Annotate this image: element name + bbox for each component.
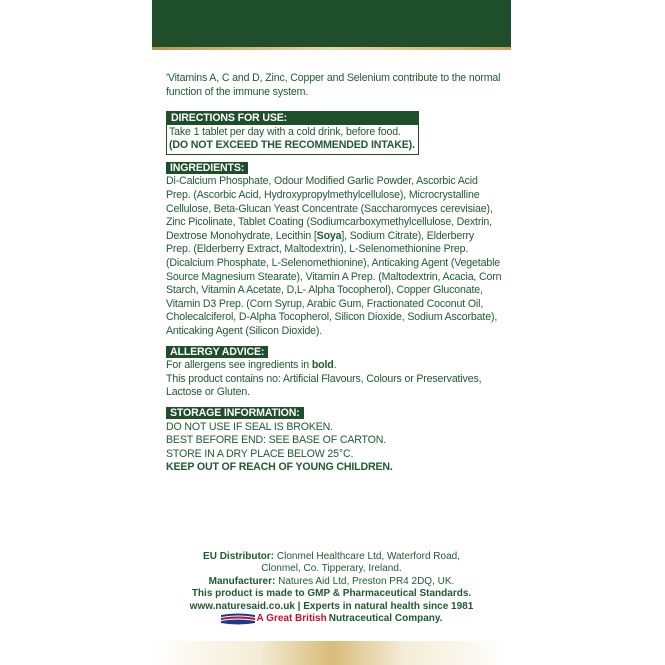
ingredients-line: Cellulose, Beta-Glucan Yeast Concentrate (Saccharomyces cerevisiae), [166,202,493,215]
tagline-green: Nutraceutical Company. [328,613,443,625]
ingredients-line: Cholecalciferol, D-Alpha Tocopherol, Silicon Dioxide, Sodium Ascorbate), [166,311,498,324]
ingredients-line: Source Magnesium Stearate), Vitamin A Prep. (Maltodextrin, Acacia, Corn [166,270,502,283]
allergy-section [166,346,504,400]
ingredients-line: Di-Calcium Phosphate, Odour Modified Garlic Powder, Ascorbic Acid [166,175,478,188]
storage-section [166,407,504,475]
ingredients-line: (Dicalcium Phosphate, L-Selenomethionine), Anticaking Agent (Vegetable [166,257,501,270]
website-line: www.naturesaid.co.uk | Experts in natural health since 1981 [189,600,474,612]
label-footer [152,551,511,625]
ingredients-section [166,162,504,339]
eu-distributor [152,551,511,563]
ingredients-text: Dextrose Monohydrate, Lecithin [ [166,229,317,242]
directions-warning: (DO NOT EXCEED THE RECOMMENDED INTAKE). [169,139,415,152]
intro-line: function of the immune system. [166,85,309,98]
gold-stripe [152,47,511,50]
storage-heading: STORAGE INFORMATION: [166,407,304,420]
directions-section [166,111,504,155]
ingredients-line: Anticaking Agent (Silicon Dioxide). [166,325,323,337]
manufacturer-label: Manufacturer: [208,575,276,587]
eu-distributor-label: EU Distributor: [203,551,275,562]
ingredients-line: Prep. (Ascorbic Acid, Hydroxypropylmethylcellulose), Microcrystalline [166,189,480,202]
ingredients-line: Starch, Vitamin A Acetate, D,L- Alpha Tocopherol), Copper Gluconate, [166,284,483,297]
manufacturer-text: Natures Aid Ltd, Preston PR4 2DQ, UK. [275,575,455,587]
allergy-text: For allergens see ingredients in [166,359,312,372]
label-content [166,72,504,482]
eu-distributor-address: Clonmel, Co. Tipperary, Ireland. [261,563,402,575]
directions-line: Take 1 tablet per day with a cold drink, before food. [169,125,401,138]
directions-heading: DIRECTIONS FOR USE: [167,112,418,125]
manufacturer [152,576,511,588]
intro-text [166,72,504,99]
tagline-red: A Great British [256,613,327,625]
storage-line: BEST BEFORE END: SEE BASE OF CARTON. [166,434,387,447]
allergen-soya: Soya [316,229,342,242]
eu-distributor-text: Clonmel Healthcare Ltd, Waterford Road, [274,551,460,562]
allergy-line: Lactose or Gluten. [166,386,250,399]
gmp-statement: This product is made to GMP & Pharmaceutical Standards. [191,588,472,600]
union-flag-ribbon-icon [221,613,255,625]
allergy-line: This product contains no: Artificial Flavours, Colours or Preservatives, [166,372,482,385]
tagline [152,613,511,625]
storage-line: DO NOT USE IF SEAL IS BROKEN. [166,420,333,433]
ingredients-heading: INGREDIENTS: [166,162,248,175]
gold-bottom-band [152,641,511,665]
allergy-line [166,359,504,373]
allergy-text: . [333,359,337,372]
ingredients-line: Zinc Picolinate, Tablet Coating (Sodiumcarboxymethylcellulose, Dextrin, [166,216,492,229]
storage-warning: KEEP OUT OF REACH OF YOUNG CHILDREN. [166,461,393,474]
allergy-heading: ALLERGY ADVICE: [166,346,268,359]
allergy-bold-word: bold [311,359,334,372]
ingredients-line: Prep. (Elderberry Extract, Maltodextrin), L-Selenomethionine Prep. [166,243,469,256]
directions-box [166,111,419,155]
product-label [152,0,511,665]
ingredients-text: ], Sodium Citrate), Elderberry [341,229,475,242]
storage-line: STORE IN A DRY PLACE BELOW 25°C. [166,447,354,460]
intro-line: 'Vitamins A, C and D, Zinc, Copper and Selenium contribute to the normal [166,72,501,84]
ingredients-line: Vitamin D3 Prep. (Corn Syrup, Arabic Gum, Fractionated Coconut Oil, [166,297,484,310]
top-green-band [152,0,511,47]
ingredients-line [166,230,504,244]
ingredients-list [166,175,504,338]
